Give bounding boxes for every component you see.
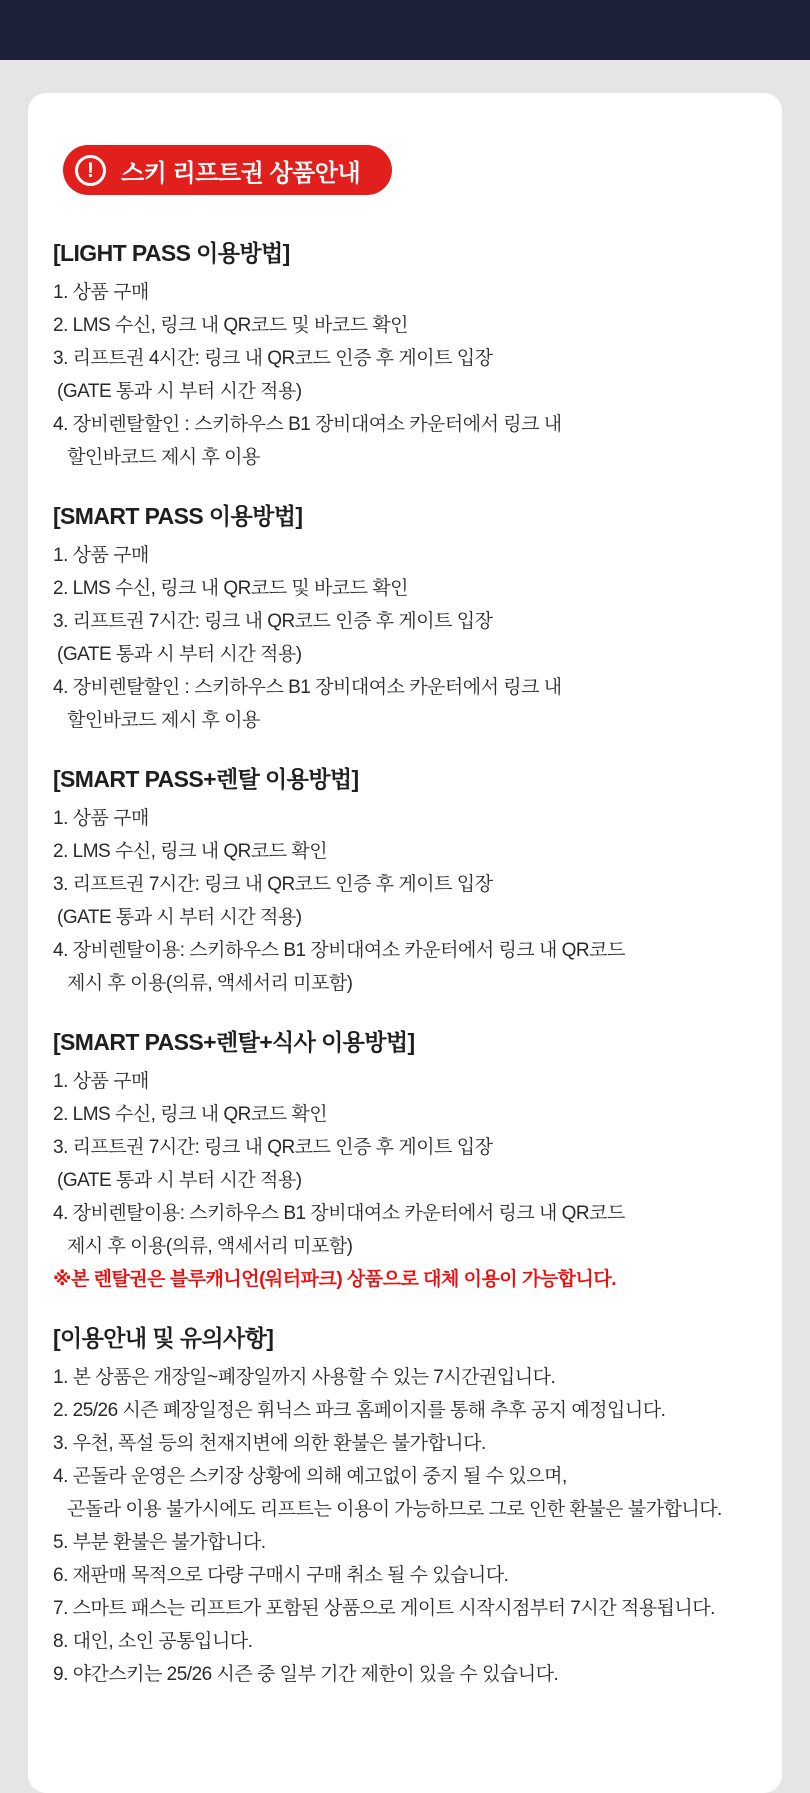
notice-title-badge — [63, 145, 392, 195]
section-line: 1. 상품 구매 — [53, 808, 149, 829]
section-line: (GATE 통과 시 부터 시간 적용) — [57, 381, 302, 402]
section-line: 4. 장비렌탈이용: 스키하우스 B1 장비대여소 카운터에서 링크 내 QR코드 — [53, 940, 625, 961]
section-line: 2. 25/26 시즌 폐장일정은 휘닉스 파크 홈페이지를 통해 추후 공지 예정입니다. — [53, 1400, 666, 1421]
section-line: 3. 리프트권 4시간: 링크 내 QR코드 인증 후 게이트 입장 — [53, 348, 493, 369]
section-heading: [SMART PASS 이용방법] — [53, 503, 303, 529]
section-line: 3. 우천, 폭설 등의 천재지변에 의한 환불은 불가합니다. — [53, 1433, 486, 1454]
section-line: 2. LMS 수신, 링크 내 QR코드 확인 — [53, 841, 328, 862]
exclamation-icon: ! — [75, 155, 106, 186]
section-line: 8. 대인, 소인 공통입니다. — [53, 1631, 253, 1652]
section-line: 3. 리프트권 7시간: 링크 내 QR코드 인증 후 게이트 입장 — [53, 611, 493, 632]
pass-section — [53, 1324, 757, 1691]
pass-section — [53, 1028, 757, 1296]
app-header-bar — [0, 0, 810, 60]
section-line: 1. 본 상품은 개장일~폐장일까지 사용할 수 있는 7시간권입니다. — [53, 1367, 556, 1388]
section-line: 제시 후 이용(의류, 액세서리 미포함) — [67, 973, 353, 994]
section-line: 할인바코드 제시 후 이용 — [67, 447, 260, 468]
pass-section — [53, 239, 757, 474]
section-line: 9. 야간스키는 25/26 시즌 중 일부 기간 제한이 있을 수 있습니다. — [53, 1664, 559, 1685]
section-heading: [SMART PASS+렌탈+식사 이용방법] — [53, 1029, 415, 1055]
section-line: 1. 상품 구매 — [53, 1071, 149, 1092]
section-line: 4. 곤돌라 운영은 스키장 상황에 의해 예고없이 중지 될 수 있으며, — [53, 1466, 567, 1487]
section-line: 2. LMS 수신, 링크 내 QR코드 확인 — [53, 1104, 328, 1125]
section-line: (GATE 통과 시 부터 시간 적용) — [57, 907, 302, 928]
section-line: 6. 재판매 목적으로 다량 구매시 구매 취소 될 수 있습니다. — [53, 1565, 509, 1586]
section-line: 1. 상품 구매 — [53, 545, 149, 566]
section-heading: [이용안내 및 유의사항] — [53, 1325, 274, 1351]
section-line: 3. 리프트권 7시간: 링크 내 QR코드 인증 후 게이트 입장 — [53, 1137, 493, 1158]
section-line: 1. 상품 구매 — [53, 282, 149, 303]
section-line: 4. 장비렌탈할인 : 스키하우스 B1 장비대여소 카운터에서 링크 내 — [53, 414, 562, 435]
section-line: 2. LMS 수신, 링크 내 QR코드 및 바코드 확인 — [53, 578, 409, 599]
red-notice-line: ※본 렌탈권은 블루캐니언(워터파크) 상품으로 대체 이용이 가능합니다. — [53, 1269, 616, 1290]
section-line: 2. LMS 수신, 링크 내 QR코드 및 바코드 확인 — [53, 315, 409, 336]
section-line: (GATE 통과 시 부터 시간 적용) — [57, 1170, 302, 1191]
sections-container — [53, 239, 757, 1691]
pass-section — [53, 765, 757, 1000]
section-line: 4. 장비렌탈할인 : 스키하우스 B1 장비대여소 카운터에서 링크 내 — [53, 677, 562, 698]
section-line: 할인바코드 제시 후 이용 — [67, 710, 260, 731]
section-line: 3. 리프트권 7시간: 링크 내 QR코드 인증 후 게이트 입장 — [53, 874, 493, 895]
section-line: 4. 장비렌탈이용: 스키하우스 B1 장비대여소 카운터에서 링크 내 QR코드 — [53, 1203, 625, 1224]
section-line: 5. 부분 환불은 불가합니다. — [53, 1532, 266, 1553]
section-line: 7. 스마트 패스는 리프트가 포함된 상품으로 게이트 시작시점부터 7시간 적용됩니다. — [53, 1598, 715, 1619]
product-info-card — [28, 93, 782, 1793]
pass-section — [53, 502, 757, 737]
section-line: (GATE 통과 시 부터 시간 적용) — [57, 644, 302, 665]
section-line: 제시 후 이용(의류, 액세서리 미포함) — [67, 1236, 353, 1257]
section-heading: [SMART PASS+렌탈 이용방법] — [53, 766, 359, 792]
notice-title-label: 스키 리프트권 상품안내 — [121, 159, 361, 187]
section-line: 곤돌라 이용 불가시에도 리프트는 이용이 가능하므로 그로 인한 환불은 불가합니다. — [67, 1499, 722, 1520]
section-heading: [LIGHT PASS 이용방법] — [53, 240, 290, 266]
